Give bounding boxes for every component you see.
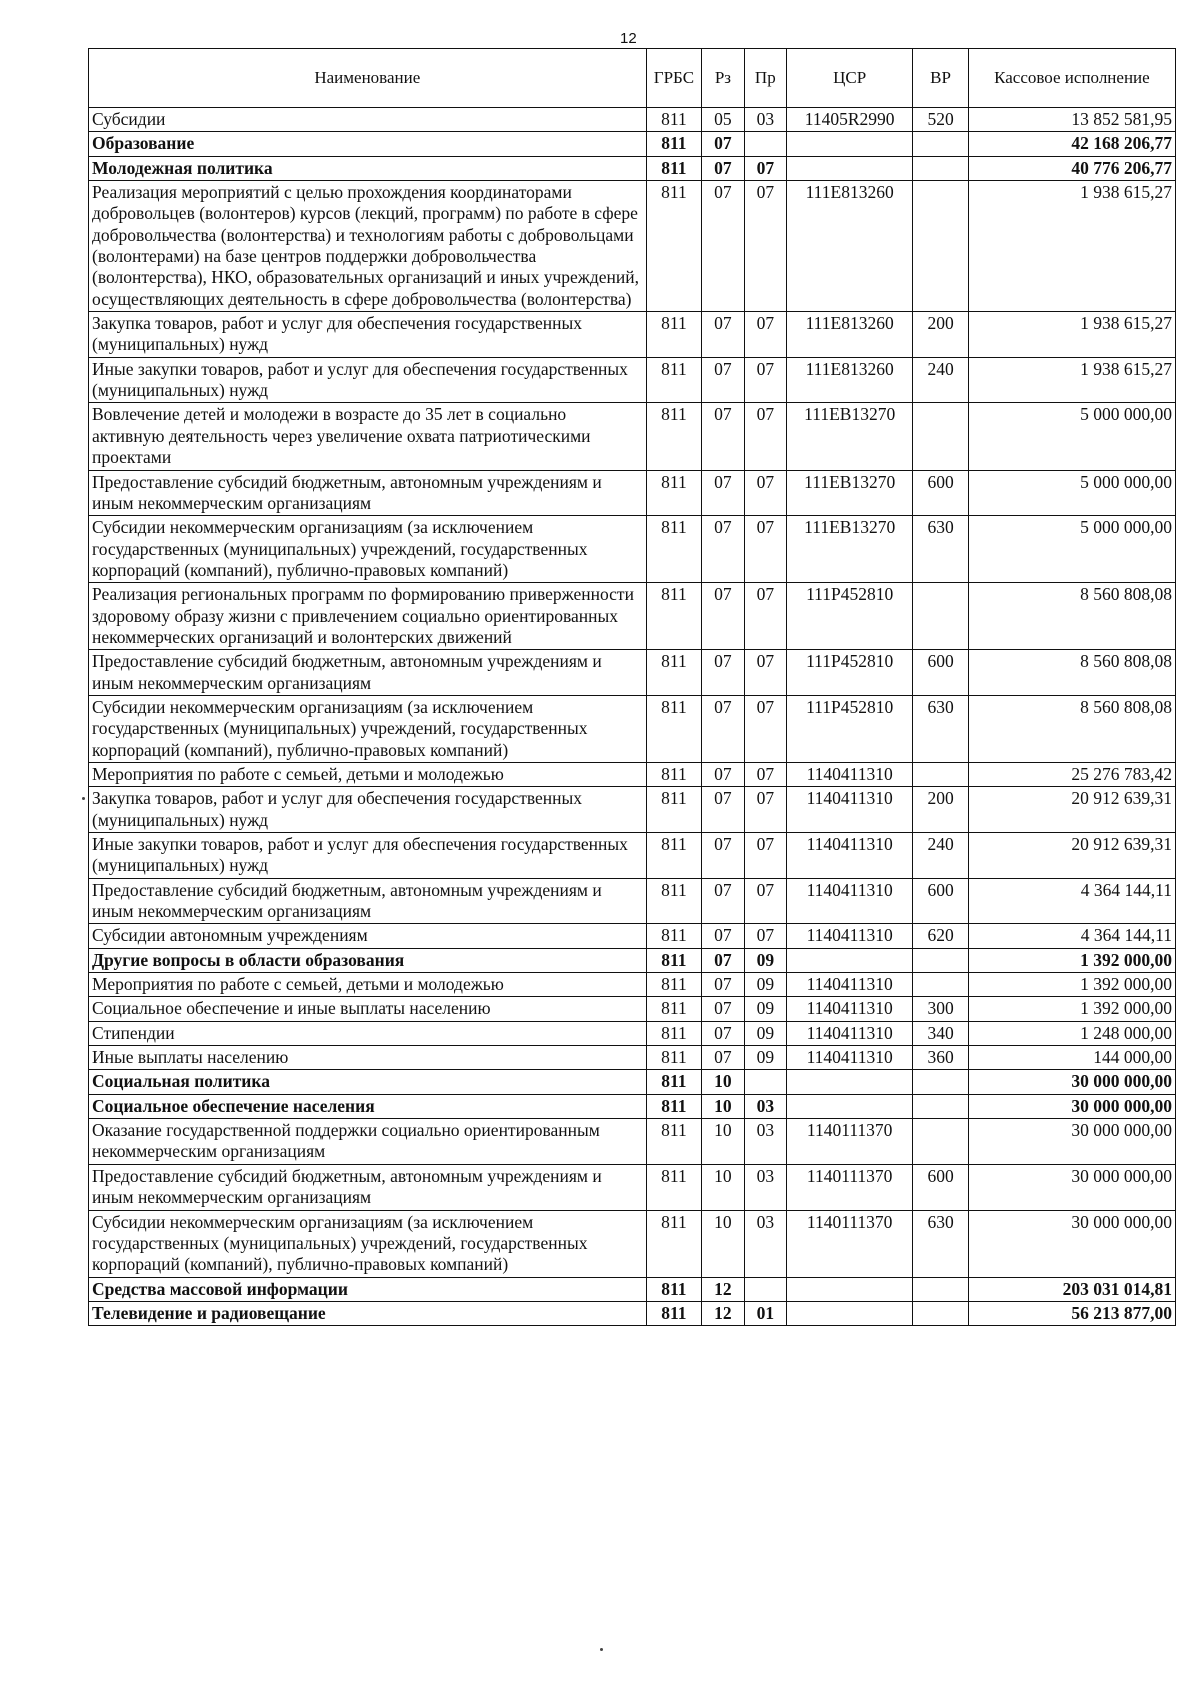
cell-vr: 300 <box>913 997 969 1021</box>
table-header-row <box>89 49 1176 108</box>
cell-rz: 07 <box>702 833 744 879</box>
cell-pr: 07 <box>744 516 786 583</box>
table-row <box>89 695 1176 762</box>
cell-pr: 07 <box>744 583 786 650</box>
cell-sum: 1 938 615,27 <box>968 181 1175 312</box>
cell-sum: 8 560 808,08 <box>968 650 1175 696</box>
cell-vr <box>913 156 969 180</box>
cell-pr: 03 <box>744 1119 786 1165</box>
cell-vr: 600 <box>913 1164 969 1210</box>
cell-vr <box>913 948 969 972</box>
header-vr: ВР <box>913 49 969 108</box>
cell-rz: 07 <box>702 357 744 403</box>
cell-grbs: 811 <box>646 470 702 516</box>
cell-grbs: 811 <box>646 132 702 156</box>
cell-csr: 1140411310 <box>787 878 913 924</box>
cell-name: Субсидии <box>89 108 647 132</box>
cell-vr <box>913 1277 969 1301</box>
table-row <box>89 650 1176 696</box>
cell-pr: 03 <box>744 108 786 132</box>
cell-rz: 07 <box>702 583 744 650</box>
cell-csr: 111E813260 <box>787 357 913 403</box>
cell-vr: 630 <box>913 516 969 583</box>
cell-csr: 1140411310 <box>787 1021 913 1045</box>
table-row <box>89 924 1176 948</box>
cell-name: Субсидии некоммерческим организациям (за исключением государственных (муниципальных) учреждений, государственных корпораций (компаний), публично-правовых компаний) <box>89 516 647 583</box>
table-row <box>89 1046 1176 1070</box>
cell-sum: 30 000 000,00 <box>968 1094 1175 1118</box>
cell-sum: 144 000,00 <box>968 1046 1175 1070</box>
cell-vr <box>913 973 969 997</box>
cell-grbs: 811 <box>646 516 702 583</box>
cell-rz: 10 <box>702 1094 744 1118</box>
cell-pr: 07 <box>744 878 786 924</box>
cell-sum: 20 912 639,31 <box>968 787 1175 833</box>
cell-vr: 600 <box>913 650 969 696</box>
cell-pr <box>744 1277 786 1301</box>
cell-sum: 4 364 144,11 <box>968 924 1175 948</box>
cell-rz: 10 <box>702 1164 744 1210</box>
cell-grbs: 811 <box>646 1094 702 1118</box>
cell-csr: 111EB13270 <box>787 403 913 470</box>
header-sum: Кассовое исполнение <box>968 49 1175 108</box>
cell-sum: 8 560 808,08 <box>968 583 1175 650</box>
cell-pr: 07 <box>744 787 786 833</box>
cell-rz: 07 <box>702 948 744 972</box>
header-rz: Рз <box>702 49 744 108</box>
cell-vr: 200 <box>913 312 969 358</box>
cell-pr: 03 <box>744 1094 786 1118</box>
cell-sum: 4 364 144,11 <box>968 878 1175 924</box>
cell-pr: 07 <box>744 357 786 403</box>
cell-name: Предоставление субсидий бюджетным, автономным учреждениям и иным некоммерческим организациям <box>89 650 647 696</box>
cell-csr: 11405R2990 <box>787 108 913 132</box>
cell-csr: 111P452810 <box>787 583 913 650</box>
cell-sum: 1 392 000,00 <box>968 973 1175 997</box>
cell-grbs: 811 <box>646 762 702 786</box>
cell-vr: 630 <box>913 1210 969 1277</box>
cell-name: Закупка товаров, работ и услуг для обеспечения государственных (муниципальных) нужд <box>89 312 647 358</box>
cell-name: Предоставление субсидий бюджетным, автономным учреждениям и иным некоммерческим организациям <box>89 878 647 924</box>
cell-vr <box>913 181 969 312</box>
table-row <box>89 583 1176 650</box>
table-row <box>89 1210 1176 1277</box>
cell-rz: 07 <box>702 1046 744 1070</box>
cell-rz: 07 <box>702 924 744 948</box>
cell-sum: 30 000 000,00 <box>968 1070 1175 1094</box>
cell-sum: 1 938 615,27 <box>968 357 1175 403</box>
cell-grbs: 811 <box>646 1046 702 1070</box>
table-row <box>89 312 1176 358</box>
table-row <box>89 762 1176 786</box>
cell-name: Социальное обеспечение населения <box>89 1094 647 1118</box>
cell-rz: 07 <box>702 1021 744 1045</box>
cell-csr <box>787 1094 913 1118</box>
cell-rz: 07 <box>702 312 744 358</box>
cell-name: Молодежная политика <box>89 156 647 180</box>
header-csr: ЦСР <box>787 49 913 108</box>
scan-speck <box>82 797 85 800</box>
cell-vr <box>913 132 969 156</box>
cell-pr: 07 <box>744 156 786 180</box>
cell-csr: 1140411310 <box>787 833 913 879</box>
table-row <box>89 973 1176 997</box>
cell-grbs: 811 <box>646 357 702 403</box>
cell-vr <box>913 762 969 786</box>
cell-csr: 111EB13270 <box>787 516 913 583</box>
cell-name: Иные закупки товаров, работ и услуг для обеспечения государственных (муниципальных) нужд <box>89 357 647 403</box>
cell-rz: 07 <box>702 650 744 696</box>
cell-pr <box>744 1070 786 1094</box>
scan-speck <box>600 1648 603 1651</box>
cell-csr <box>787 132 913 156</box>
cell-grbs: 811 <box>646 1164 702 1210</box>
header-name: Наименование <box>89 49 647 108</box>
cell-pr: 03 <box>744 1210 786 1277</box>
cell-sum: 56 213 877,00 <box>968 1301 1175 1325</box>
cell-grbs: 811 <box>646 650 702 696</box>
cell-grbs: 811 <box>646 1119 702 1165</box>
cell-grbs: 811 <box>646 997 702 1021</box>
cell-grbs: 811 <box>646 1277 702 1301</box>
cell-sum: 13 852 581,95 <box>968 108 1175 132</box>
cell-grbs: 811 <box>646 924 702 948</box>
cell-csr <box>787 1277 913 1301</box>
cell-name: Оказание государственной поддержки социально ориентированным некоммерческим организациям <box>89 1119 647 1165</box>
header-pr: Пр <box>744 49 786 108</box>
cell-sum: 1 392 000,00 <box>968 997 1175 1021</box>
cell-sum: 30 000 000,00 <box>968 1119 1175 1165</box>
table-row <box>89 403 1176 470</box>
cell-sum: 5 000 000,00 <box>968 516 1175 583</box>
table-row <box>89 997 1176 1021</box>
table-row <box>89 156 1176 180</box>
cell-sum: 203 031 014,81 <box>968 1277 1175 1301</box>
cell-name: Предоставление субсидий бюджетным, автономным учреждениям и иным некоммерческим организациям <box>89 1164 647 1210</box>
cell-grbs: 811 <box>646 1070 702 1094</box>
cell-csr: 1140111370 <box>787 1119 913 1165</box>
cell-grbs: 811 <box>646 948 702 972</box>
cell-rz: 10 <box>702 1119 744 1165</box>
table-body <box>89 108 1176 1326</box>
cell-vr: 600 <box>913 470 969 516</box>
cell-vr: 520 <box>913 108 969 132</box>
cell-pr: 07 <box>744 833 786 879</box>
cell-csr: 1140111370 <box>787 1210 913 1277</box>
cell-sum: 30 000 000,00 <box>968 1164 1175 1210</box>
cell-rz: 07 <box>702 997 744 1021</box>
page-number: 12 <box>620 30 637 47</box>
cell-pr: 07 <box>744 924 786 948</box>
cell-sum: 1 392 000,00 <box>968 948 1175 972</box>
cell-csr: 1140411310 <box>787 924 913 948</box>
cell-name: Образование <box>89 132 647 156</box>
cell-pr: 07 <box>744 470 786 516</box>
header-grbs: ГРБС <box>646 49 702 108</box>
cell-sum: 1 248 000,00 <box>968 1021 1175 1045</box>
cell-grbs: 811 <box>646 1301 702 1325</box>
cell-rz: 07 <box>702 516 744 583</box>
cell-rz: 07 <box>702 132 744 156</box>
cell-grbs: 811 <box>646 583 702 650</box>
cell-rz: 07 <box>702 156 744 180</box>
cell-name: Мероприятия по работе с семьей, детьми и молодежью <box>89 762 647 786</box>
cell-rz: 07 <box>702 403 744 470</box>
cell-csr: 111E813260 <box>787 312 913 358</box>
cell-sum: 25 276 783,42 <box>968 762 1175 786</box>
cell-csr: 1140411310 <box>787 997 913 1021</box>
cell-grbs: 811 <box>646 312 702 358</box>
cell-csr: 111EB13270 <box>787 470 913 516</box>
cell-sum: 42 168 206,77 <box>968 132 1175 156</box>
cell-csr <box>787 1301 913 1325</box>
cell-vr <box>913 583 969 650</box>
table-row <box>89 1277 1176 1301</box>
cell-rz: 12 <box>702 1301 744 1325</box>
cell-vr <box>913 403 969 470</box>
cell-sum: 20 912 639,31 <box>968 833 1175 879</box>
cell-pr: 07 <box>744 650 786 696</box>
table-row <box>89 181 1176 312</box>
cell-rz: 10 <box>702 1070 744 1094</box>
cell-vr <box>913 1070 969 1094</box>
cell-rz: 07 <box>702 787 744 833</box>
cell-csr <box>787 948 913 972</box>
table-row <box>89 833 1176 879</box>
cell-vr: 340 <box>913 1021 969 1045</box>
table-row <box>89 470 1176 516</box>
cell-name: Закупка товаров, работ и услуг для обеспечения государственных (муниципальных) нужд <box>89 787 647 833</box>
cell-csr: 1140411310 <box>787 1046 913 1070</box>
cell-vr <box>913 1301 969 1325</box>
table-row <box>89 1021 1176 1045</box>
cell-sum: 30 000 000,00 <box>968 1210 1175 1277</box>
cell-name: Субсидии автономным учреждениям <box>89 924 647 948</box>
cell-name: Реализация региональных программ по формированию приверженности здоровому образу жизни с привлечением социально ориентированных некоммерческих организаций и волонтерских движений <box>89 583 647 650</box>
cell-sum: 1 938 615,27 <box>968 312 1175 358</box>
cell-pr: 01 <box>744 1301 786 1325</box>
cell-pr: 07 <box>744 762 786 786</box>
cell-grbs: 811 <box>646 1021 702 1045</box>
cell-pr: 09 <box>744 1021 786 1045</box>
cell-grbs: 811 <box>646 878 702 924</box>
table-row <box>89 1070 1176 1094</box>
cell-grbs: 811 <box>646 108 702 132</box>
cell-pr: 07 <box>744 181 786 312</box>
cell-name: Мероприятия по работе с семьей, детьми и молодежью <box>89 973 647 997</box>
cell-sum: 40 776 206,77 <box>968 156 1175 180</box>
cell-name: Другие вопросы в области образования <box>89 948 647 972</box>
cell-grbs: 811 <box>646 181 702 312</box>
table-row <box>89 357 1176 403</box>
cell-vr: 630 <box>913 695 969 762</box>
table-row <box>89 1119 1176 1165</box>
cell-pr: 09 <box>744 973 786 997</box>
cell-csr: 1140111370 <box>787 1164 913 1210</box>
cell-rz: 07 <box>702 695 744 762</box>
cell-vr <box>913 1094 969 1118</box>
cell-csr <box>787 1070 913 1094</box>
cell-vr: 240 <box>913 357 969 403</box>
cell-csr: 111P452810 <box>787 650 913 696</box>
cell-sum: 8 560 808,08 <box>968 695 1175 762</box>
cell-name: Предоставление субсидий бюджетным, автономным учреждениям и иным некоммерческим организациям <box>89 470 647 516</box>
cell-rz: 07 <box>702 181 744 312</box>
cell-name: Реализация мероприятий с целью прохождения координаторами добровольцев (волонтеров) курсов (лекций, программ) по работе в сфере добровольчества (волонтерства) и технологиям работы с добровольцами (волонтерами) на базе центров поддержки добровольчества (волонтерства), НКО, образовательных организаций и иных учреждений, осуществляющих деятельность в сфере добровольчества (волонтерства) <box>89 181 647 312</box>
table-row <box>89 516 1176 583</box>
cell-name: Телевидение и радиовещание <box>89 1301 647 1325</box>
cell-grbs: 811 <box>646 973 702 997</box>
cell-name: Социальная политика <box>89 1070 647 1094</box>
table-row <box>89 1164 1176 1210</box>
cell-pr: 07 <box>744 312 786 358</box>
cell-csr: 111P452810 <box>787 695 913 762</box>
cell-vr: 240 <box>913 833 969 879</box>
table-row <box>89 108 1176 132</box>
cell-pr: 09 <box>744 948 786 972</box>
cell-vr: 620 <box>913 924 969 948</box>
cell-rz: 12 <box>702 1277 744 1301</box>
cell-csr: 1140411310 <box>787 787 913 833</box>
cell-name: Иные закупки товаров, работ и услуг для обеспечения государственных (муниципальных) нужд <box>89 833 647 879</box>
table-row <box>89 132 1176 156</box>
cell-pr: 03 <box>744 1164 786 1210</box>
cell-name: Социальное обеспечение и иные выплаты населению <box>89 997 647 1021</box>
cell-pr <box>744 132 786 156</box>
cell-name: Вовлечение детей и молодежи в возрасте до 35 лет в социально активную деятельность через увеличение охвата патриотическими проектами <box>89 403 647 470</box>
cell-pr: 09 <box>744 997 786 1021</box>
cell-rz: 07 <box>702 878 744 924</box>
budget-table <box>88 48 1176 1326</box>
cell-name: Субсидии некоммерческим организациям (за исключением государственных (муниципальных) учреждений, государственных корпораций (компаний), публично-правовых компаний) <box>89 1210 647 1277</box>
cell-name: Субсидии некоммерческим организациям (за исключением государственных (муниципальных) учреждений, государственных корпораций (компаний), публично-правовых компаний) <box>89 695 647 762</box>
cell-csr: 1140411310 <box>787 973 913 997</box>
cell-vr <box>913 1119 969 1165</box>
budget-table-container <box>88 48 1176 1326</box>
cell-pr: 07 <box>744 403 786 470</box>
cell-vr: 360 <box>913 1046 969 1070</box>
table-row <box>89 948 1176 972</box>
cell-rz: 10 <box>702 1210 744 1277</box>
cell-grbs: 811 <box>646 156 702 180</box>
cell-vr: 600 <box>913 878 969 924</box>
cell-rz: 05 <box>702 108 744 132</box>
cell-grbs: 811 <box>646 787 702 833</box>
table-row <box>89 787 1176 833</box>
cell-csr: 1140411310 <box>787 762 913 786</box>
cell-rz: 07 <box>702 973 744 997</box>
cell-vr: 200 <box>913 787 969 833</box>
table-row <box>89 1094 1176 1118</box>
cell-grbs: 811 <box>646 1210 702 1277</box>
cell-sum: 5 000 000,00 <box>968 470 1175 516</box>
cell-sum: 5 000 000,00 <box>968 403 1175 470</box>
cell-rz: 07 <box>702 470 744 516</box>
cell-pr: 07 <box>744 695 786 762</box>
cell-name: Средства массовой информации <box>89 1277 647 1301</box>
cell-rz: 07 <box>702 762 744 786</box>
cell-name: Стипендии <box>89 1021 647 1045</box>
cell-csr: 111E813260 <box>787 181 913 312</box>
table-row <box>89 878 1176 924</box>
cell-name: Иные выплаты населению <box>89 1046 647 1070</box>
cell-grbs: 811 <box>646 403 702 470</box>
cell-grbs: 811 <box>646 695 702 762</box>
cell-grbs: 811 <box>646 833 702 879</box>
cell-csr <box>787 156 913 180</box>
cell-pr: 09 <box>744 1046 786 1070</box>
table-row <box>89 1301 1176 1325</box>
